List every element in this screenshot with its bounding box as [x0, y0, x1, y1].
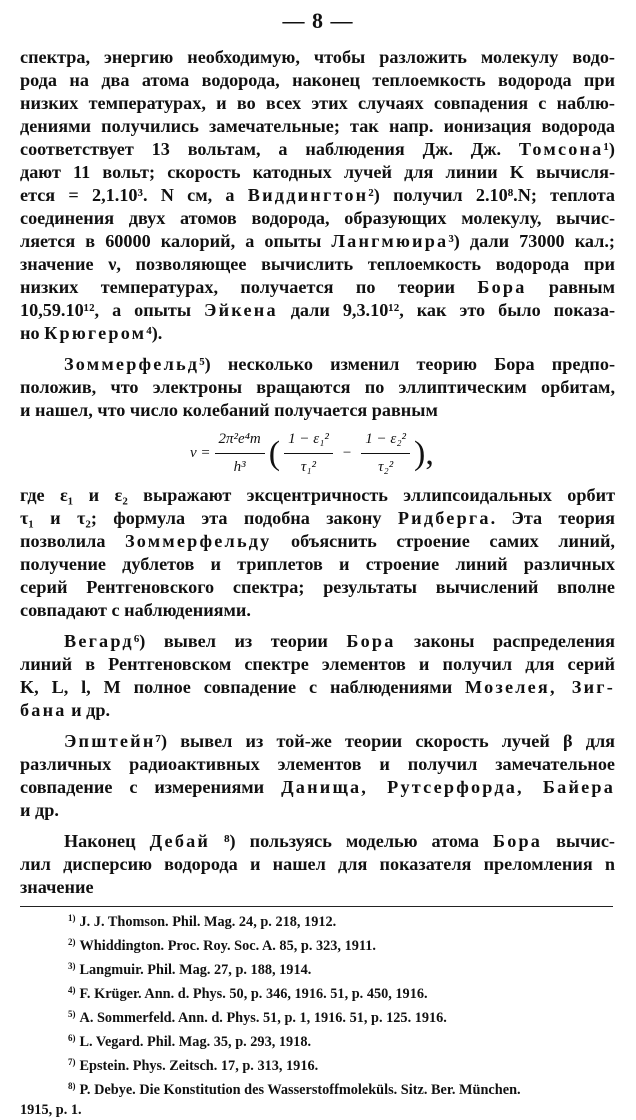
text-segment: Наконец: [64, 831, 150, 851]
footnote-text: F. Krüger. Ann. d. Phys. 50, p. 346, 1916. 51, p. 450, 1916.: [79, 986, 428, 1002]
text-segment: τ₁ и τ₂; формула эта подобна закону: [20, 508, 398, 528]
footnote-mark: 7): [68, 1057, 76, 1067]
footnote: [20, 1028, 620, 1052]
author-name: Эйкена: [204, 300, 278, 320]
formula-close-paren: ),: [414, 434, 434, 472]
author-name: Вегард: [64, 631, 134, 651]
text-segment: позволила: [20, 531, 125, 551]
author-name: Виддингтон: [247, 185, 369, 205]
footnote-ref: ⁴).: [146, 323, 163, 343]
footnote-mark: 1): [68, 913, 76, 923]
formula-term-1: [284, 428, 333, 479]
text-line: [20, 299, 615, 322]
footnotes: [20, 908, 620, 1120]
author-name: Дебай: [149, 831, 211, 851]
footnote-mark: 2): [68, 937, 76, 947]
text-line: и нашел, что число колебаний получается равным: [20, 400, 438, 420]
text-segment: ⁷) вывел из той-же теории скорость лучей β для: [155, 731, 615, 751]
footnote-mark: 6): [68, 1033, 76, 1043]
footnote-continuation: 1915, p. 1.: [20, 1102, 82, 1118]
footnote-text: L. Vegard. Phil. Mag. 35, p. 293, 1918.: [79, 1034, 312, 1050]
text-segment: объяснить строение самих линий,: [271, 531, 615, 551]
text-line: низких температурах, и во всех этих случаях совпадения с наблю-: [20, 93, 615, 113]
term-2-denominator: τ₂²: [378, 459, 394, 475]
frequency-formula: [20, 422, 615, 484]
author-name: Мозелея, Зиг-: [465, 677, 615, 697]
text-segment: ³) дали 73000 кал.;: [448, 231, 615, 251]
text-segment: и др.: [66, 700, 110, 720]
text-line: значение ν, позволяющее вычислить теплоемкость водорода при: [20, 254, 615, 274]
text-line: лил дисперсию водорода и нашел для показателя преломления n: [20, 854, 615, 874]
text-line: [20, 699, 615, 722]
text-line: различных радиоактивных элементов и получил замечательное: [20, 754, 615, 774]
footnote: [20, 956, 620, 980]
paragraph-3: [20, 484, 615, 622]
text-line: серий Рентгеновского спектра; результаты вычислений вполне: [20, 577, 615, 597]
formula-minus: −: [342, 445, 352, 461]
author-name: Эпштейн: [64, 731, 156, 751]
text-line: [20, 184, 615, 207]
text-segment: 10,59.10¹², а опыты: [20, 300, 205, 320]
footnote-text: J. J. Thomson. Phil. Mag. 24, p. 218, 1912.: [79, 914, 337, 930]
text-line: [20, 630, 615, 653]
formula-open-paren: (: [268, 434, 281, 472]
footnote-ref: ¹): [603, 139, 615, 159]
text-segment: равным: [526, 277, 615, 297]
footnote-text: Whiddington. Proc. Roy. Soc. A. 85, p. 323, 1911.: [79, 938, 376, 954]
paragraph-6: [20, 830, 615, 899]
author-name: Данища, Рутсерфорда, Байера: [281, 777, 615, 797]
text-line: рода на два атома водорода, наконец теплоемкость водорода при: [20, 70, 615, 90]
author-name: Томсона: [518, 139, 604, 159]
author-name: Зоммерфельду: [124, 531, 272, 551]
text-line: [20, 230, 615, 253]
text-line: [20, 776, 615, 799]
formula-term-2: [361, 428, 410, 479]
footnote: [20, 1004, 620, 1028]
text-line: где ε₁ и ε₂ выражают эксцентричность эллипсоидальных орбит: [20, 485, 615, 505]
text-line: положив, что электроны вращаются по эллиптическим орбитам,: [20, 377, 615, 397]
term-2-numerator: 1 − ε₂²: [361, 428, 410, 454]
text-line: [20, 507, 615, 530]
main-text: [20, 46, 615, 899]
text-segment: законы распределения: [395, 631, 615, 651]
text-line: [20, 138, 615, 161]
footnote-text: Epstein. Phys. Zeitsch. 17, p. 313, 1916.: [79, 1058, 319, 1074]
text-line: [20, 530, 615, 553]
author-name: Ридберга: [397, 508, 491, 528]
text-line: дениями получились замечательные; так напр. ионизация водорода: [20, 116, 615, 136]
text-line: [20, 730, 615, 753]
author-name: Бора: [492, 831, 543, 851]
author-name: Крюгером: [44, 323, 147, 343]
page-number: — 8 —: [282, 8, 354, 33]
term-1-numerator: 1 − ε₁²: [284, 428, 333, 454]
text-segment: дали 9,3.10¹², как это было показа-: [277, 300, 615, 320]
text-line: спектра, энергию необходимую, чтобы разложить молекулу водо-: [20, 47, 615, 67]
text-line: линий в Рентгеновском спектре элементов и получил для серий: [20, 654, 615, 674]
text-segment: ляется в 60000 калорий, а опыты: [20, 231, 332, 251]
text-segment: K, L, l, M полное совпадение с наблюдениями: [20, 677, 466, 697]
footnote-text: P. Debye. Die Konstitution des Wasserstoffmoleküls. Sitz. Ber. München.: [79, 1082, 521, 1098]
text-segment: . Эта теория: [490, 508, 615, 528]
paragraph-1: [20, 46, 615, 345]
text-segment: но: [20, 323, 45, 343]
text-line: дают 11 вольт; скорость катодных лучей для линии K вычисля-: [20, 162, 615, 182]
formula-lhs: ν =: [190, 445, 211, 461]
footnote: [20, 1052, 620, 1076]
paragraph-4: [20, 630, 615, 722]
author-name: Бора: [346, 631, 396, 651]
text-line: получение дублетов и триплетов и строение линий различных: [20, 554, 615, 574]
term-1-denominator: τ₁²: [300, 459, 316, 475]
text-segment: ⁶) вывел из теории: [133, 631, 347, 651]
text-line: [20, 830, 615, 853]
text-segment: соответствует 13 вольтам, а наблюдения Дж. Дж.: [20, 139, 519, 159]
footnote-divider: [20, 906, 613, 907]
text-segment: ется = 2,1.10³. N см, а: [20, 185, 248, 205]
author-name: Лангмюира: [331, 231, 449, 251]
footnote-mark: 8): [68, 1081, 76, 1091]
text-segment: вычис-: [542, 831, 615, 851]
coefficient-denominator: h³: [233, 459, 246, 475]
footnote: [20, 980, 620, 1004]
formula-coefficient: [215, 428, 265, 479]
author-name: бана: [20, 700, 67, 720]
text-segment: низких температурах, получается по теории: [20, 277, 478, 297]
footnote-mark: 3): [68, 961, 76, 971]
text-segment: ⁸) пользуясь моделью атома: [210, 831, 493, 851]
author-name: Бора: [477, 277, 527, 297]
footnote: [20, 932, 620, 956]
text-line: [20, 353, 615, 376]
text-line: [20, 276, 615, 299]
text-segment: ⁵) несколько изменил теорию Бора предпо-: [199, 354, 615, 374]
text-line: значение: [20, 877, 94, 897]
text-line: [20, 322, 615, 345]
text-line: и др.: [20, 800, 59, 820]
text-line: соединения двух атомов водорода, образующих молекулу, вычис-: [20, 208, 615, 228]
author-name: Зоммерфельд: [64, 354, 200, 374]
footnote-text: A. Sommerfeld. Ann. d. Phys. 51, p. 1, 1916. 51, p. 125. 1916.: [79, 1010, 447, 1026]
footnote: [20, 908, 620, 932]
text-line: [20, 676, 615, 699]
footnote-mark: 4): [68, 985, 76, 995]
text-line: совпадают с наблюдениями.: [20, 600, 251, 620]
footnote: [20, 1076, 620, 1100]
text-segment: ²) получил 2.10⁸.N; теплота: [368, 185, 615, 205]
text-segment: совпадение с измерениями: [20, 777, 282, 797]
footnote-mark: 5): [68, 1009, 76, 1019]
paragraph-2: [20, 353, 615, 422]
paragraph-5: [20, 730, 615, 822]
coefficient-numerator: 2π²e⁴m: [215, 428, 265, 454]
footnote-text: Langmuir. Phil. Mag. 27, p. 188, 1914.: [79, 962, 312, 978]
